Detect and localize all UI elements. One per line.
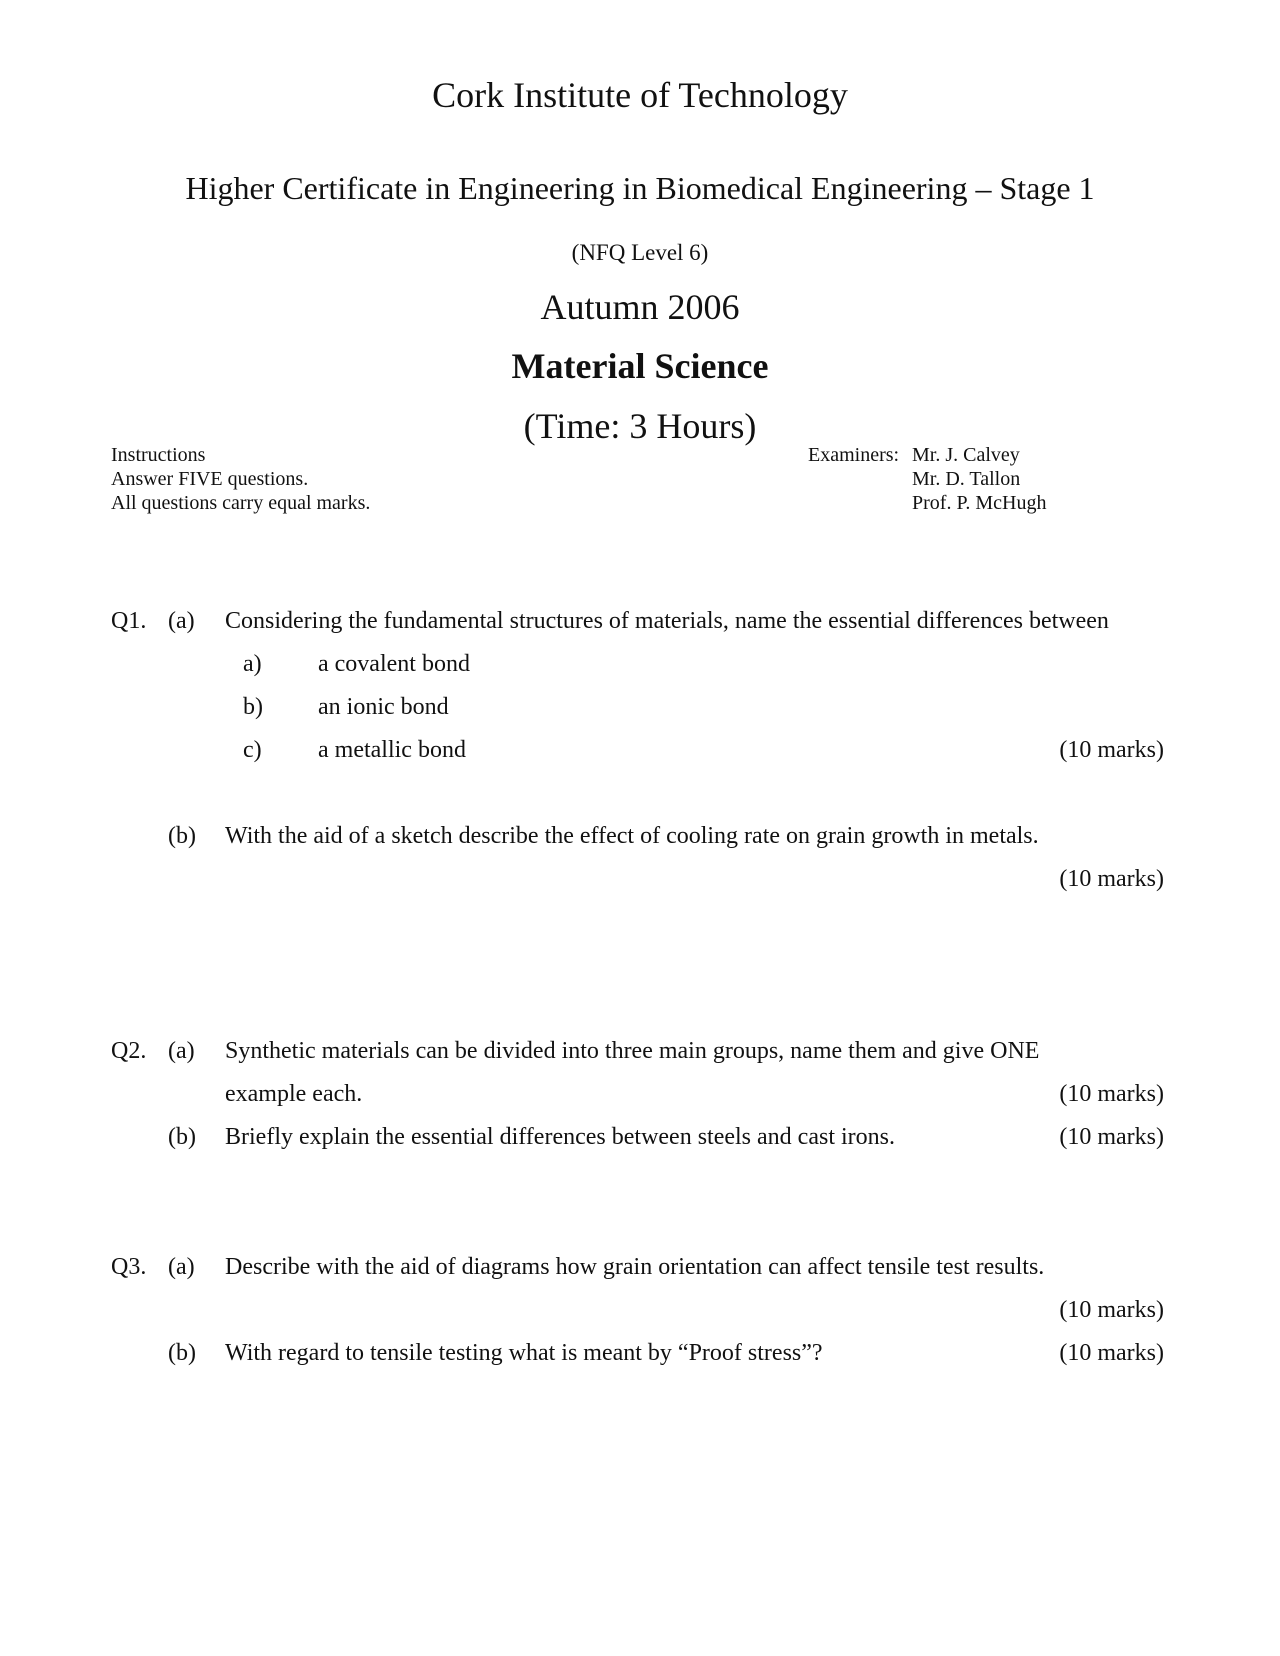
list-item-label: c) — [243, 737, 262, 763]
instructions-heading: Instructions — [111, 444, 206, 466]
part-label: (a) — [168, 1038, 195, 1064]
question-number: Q2. — [111, 1038, 147, 1064]
question-number: Q1. — [111, 608, 147, 634]
instructions-line: All questions carry equal marks. — [111, 492, 371, 514]
question-text: Considering the fundamental structures of materials, name the essential differences between — [225, 608, 1109, 634]
list-item-text: a covalent bond — [318, 651, 470, 677]
question-text-continued: example each. — [225, 1081, 363, 1107]
subject-title: Material Science — [511, 346, 769, 386]
marks: (10 marks) — [1059, 1124, 1164, 1150]
question-text: Describe with the aid of diagrams how grain orientation can affect tensile test results. — [225, 1254, 1045, 1280]
programme-title: Higher Certificate in Engineering in Biomedical Engineering – Stage 1 — [185, 170, 1095, 206]
part-label: (a) — [168, 608, 195, 634]
marks: (10 marks) — [1059, 737, 1164, 763]
part-label: (b) — [168, 823, 196, 849]
exam-duration: (Time: 3 Hours) — [523, 406, 757, 446]
question-text: Briefly explain the essential differences between steels and cast irons. — [225, 1124, 895, 1150]
part-label: (b) — [168, 1124, 196, 1150]
part-label: (b) — [168, 1340, 196, 1366]
list-item-label: b) — [243, 694, 263, 720]
marks: (10 marks) — [1059, 1297, 1164, 1323]
institution-title: Cork Institute of Technology — [432, 75, 848, 115]
examiner-name: Prof. P. McHugh — [912, 492, 1047, 514]
marks: (10 marks) — [1059, 866, 1164, 892]
question-text: With the aid of a sketch describe the effect of cooling rate on grain growth in metals. — [225, 823, 1039, 849]
examiners-label: Examiners: — [808, 444, 900, 466]
exam-session: Autumn 2006 — [540, 287, 740, 327]
question-number: Q3. — [111, 1254, 147, 1280]
list-item-label: a) — [243, 651, 262, 677]
part-label: (a) — [168, 1254, 195, 1280]
list-item-text: a metallic bond — [318, 737, 466, 763]
marks: (10 marks) — [1059, 1340, 1164, 1366]
marks: (10 marks) — [1059, 1081, 1164, 1107]
examiners-list — [912, 443, 1046, 515]
instructions-line: Answer FIVE questions. — [111, 468, 309, 490]
examiner-name: Mr. J. Calvey — [912, 444, 1020, 466]
list-item-text: an ionic bond — [318, 694, 449, 720]
question-text: Synthetic materials can be divided into three main groups, name them and give ONE — [225, 1038, 1040, 1064]
question-text: With regard to tensile testing what is meant by “Proof stress”? — [225, 1340, 823, 1366]
examiner-name: Mr. D. Tallon — [912, 468, 1021, 490]
instructions-block — [111, 443, 370, 515]
nfq-level: (NFQ Level 6) — [571, 240, 709, 265]
